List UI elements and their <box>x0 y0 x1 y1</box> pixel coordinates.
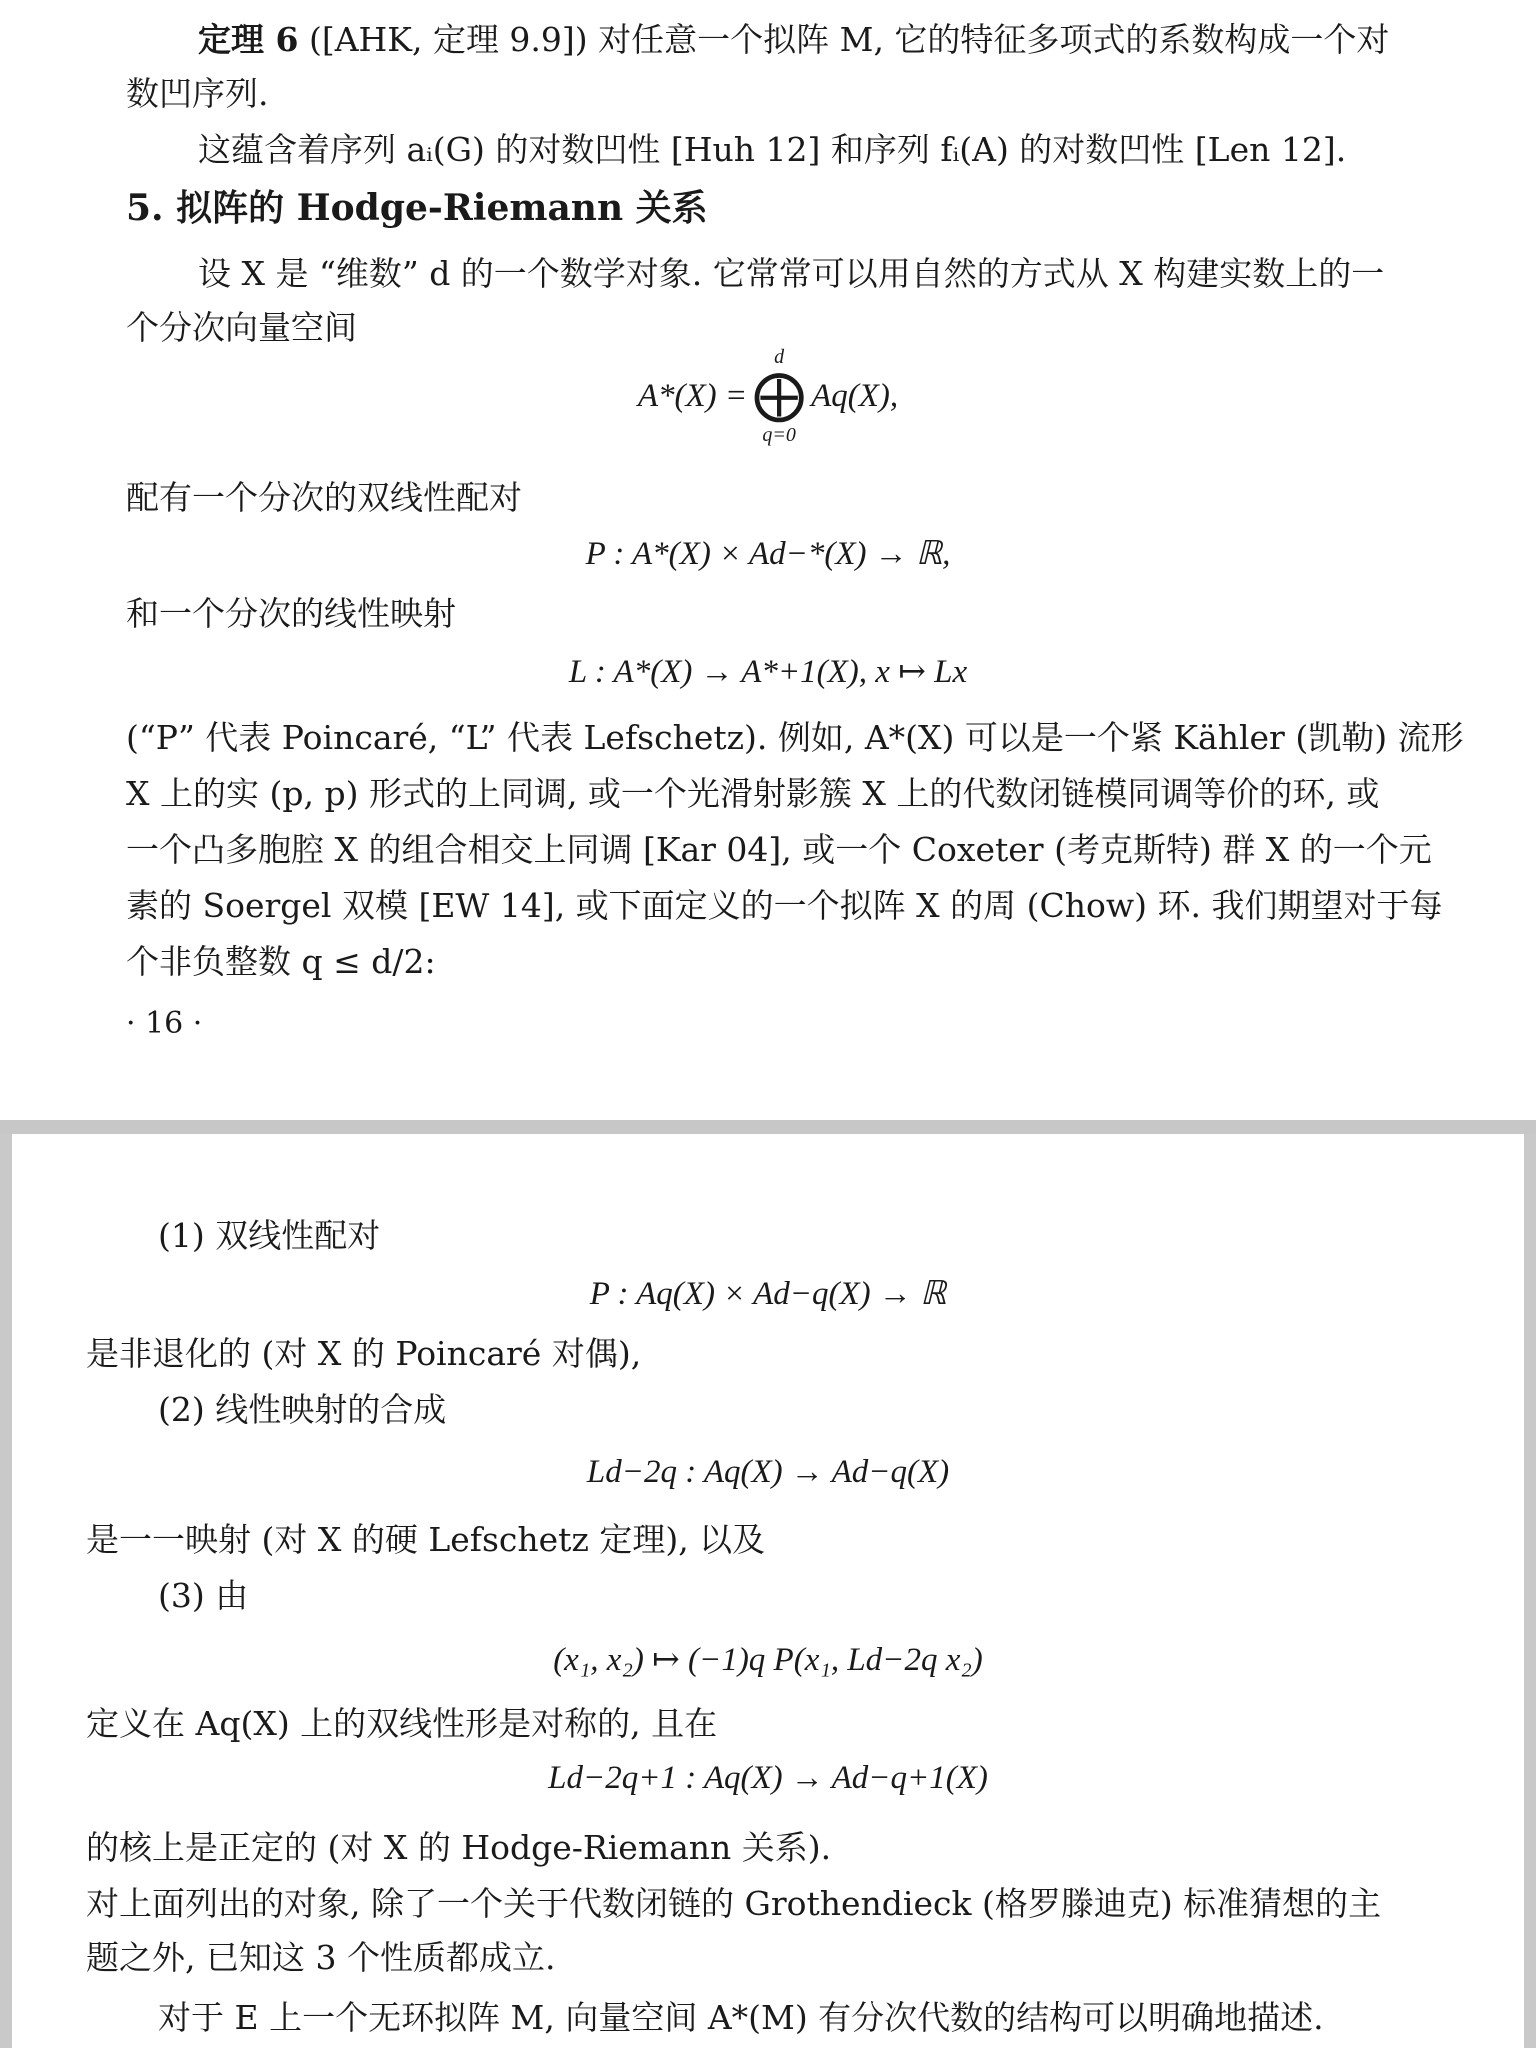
paragraph-line-3: 一个凸多胞腔 X 的组合相交上同调 [Kar 04], 或一个 Coxeter (考克斯特) 群 X 的一个元 <box>126 830 1432 869</box>
paragraph-line-1: (“P” 代表 Poincaré, “L” 代表 Lefschetz). 例如, A*(X) 可以是一个紧 Kähler (凯勒) 流形 <box>126 718 1464 757</box>
direct-sum-operator <box>753 346 805 446</box>
closing-line-1: 对上面列出的对象, 除了一个关于代数闭链的 Grothendieck (格罗滕迪克) 标准猜想的主 <box>86 1884 1382 1923</box>
theorem-text: 对任意一个拟阵 M, 它的特征多项式的系数构成一个对 <box>598 20 1390 59</box>
equation-direct-sum <box>0 346 1536 446</box>
page-separator <box>0 1120 1536 1134</box>
direct-sum-upper: d <box>774 346 785 368</box>
bottom-page-paper <box>12 1134 1524 2048</box>
theorem-line-1 <box>198 18 1389 62</box>
paragraph-line-4: 素的 Soergel 双模 [EW 14], 或下面定义的一个拟阵 X 的周 (Chow) 环. 我们期望对于每 <box>126 886 1443 925</box>
paragraph-line-2: X 上的实 (p, p) 形式的上同调, 或一个光滑射影簇 X 上的代数闭链模同调等价的环, 或 <box>126 774 1380 813</box>
item-1-label: (1) 双线性配对 <box>158 1216 381 1255</box>
page-number: · 16 · <box>126 1006 203 1041</box>
theorem-label: 定理 6 <box>198 20 299 59</box>
item-1-tail: 是非退化的 (对 X 的 Poincaré 对偶), <box>86 1334 642 1373</box>
theorem-line-2: 数凹序列. <box>126 74 269 113</box>
item-2-tail: 是一一映射 (对 X 的硬 Lefschetz 定理), 以及 <box>86 1520 766 1559</box>
equation-lefschetz: L : A*(X) → A*+1(X), x ↦ Lx <box>568 654 968 690</box>
direct-sum-lower: q=0 <box>762 424 796 446</box>
equation-bilinear-form: (x₁, x₂) ↦ (−1)q P(x₁, Ld−2q x₂) <box>553 1642 983 1678</box>
bottom-page <box>0 1134 1536 2048</box>
item-3-tail: 的核上是正定的 (对 X 的 Hodge-Riemann 关系). <box>86 1828 832 1867</box>
direct-sum-symbol: ⨁ <box>753 367 806 424</box>
section-heading: 5. 拟阵的 Hodge-Riemann 关系 <box>126 187 708 229</box>
eq1-rhs: Aq(X), <box>811 377 899 414</box>
equation-hard-lefschetz: Ld−2q : Aq(X) → Ad−q(X) <box>586 1454 950 1490</box>
paragraph-line-5: 个非负整数 q ≤ d/2: <box>126 942 436 981</box>
closing-line-2: 题之外, 已知这 3 个性质都成立. <box>86 1938 556 1977</box>
intro-line-1: 设 X 是 “维数” d 的一个数学对象. 它常常可以用自然的方式从 X 构建实数上的一 <box>198 254 1385 293</box>
intro-line-2: 个分次向量空间 <box>126 308 357 347</box>
item-3-label: (3) 由 <box>158 1576 249 1615</box>
item-2-label: (2) 线性映射的合成 <box>158 1390 447 1429</box>
equation-pairing: P : A*(X) × Ad−*(X) → ℝ, <box>585 536 951 572</box>
last-line: 对于 E 上一个无环拟阵 M, 向量空间 A*(M) 有分次代数的结构可以明确地描述. <box>158 1998 1324 2037</box>
theorem-cite: ([AHK, 定理 9.9]) <box>308 20 588 59</box>
equation-pairing-q: P : Aq(X) × Ad−q(X) → ℝ <box>589 1276 947 1312</box>
item-3-mid: 定义在 Aq(X) 上的双线性形是对称的, 且在 <box>86 1704 718 1743</box>
linear-map-intro: 和一个分次的线性映射 <box>126 594 456 633</box>
eq1-lhs: A*(X) = <box>637 377 748 414</box>
pairing-intro: 配有一个分次的双线性配对 <box>126 478 522 517</box>
implication-text: 这蕴含着序列 aᵢ(G) 的对数凹性 [Huh 12] 和序列 fᵢ(A) 的对数凹性 [Len 12]. <box>198 130 1347 169</box>
equation-kernel-map: Ld−2q+1 : Aq(X) → Ad−q+1(X) <box>548 1760 988 1796</box>
